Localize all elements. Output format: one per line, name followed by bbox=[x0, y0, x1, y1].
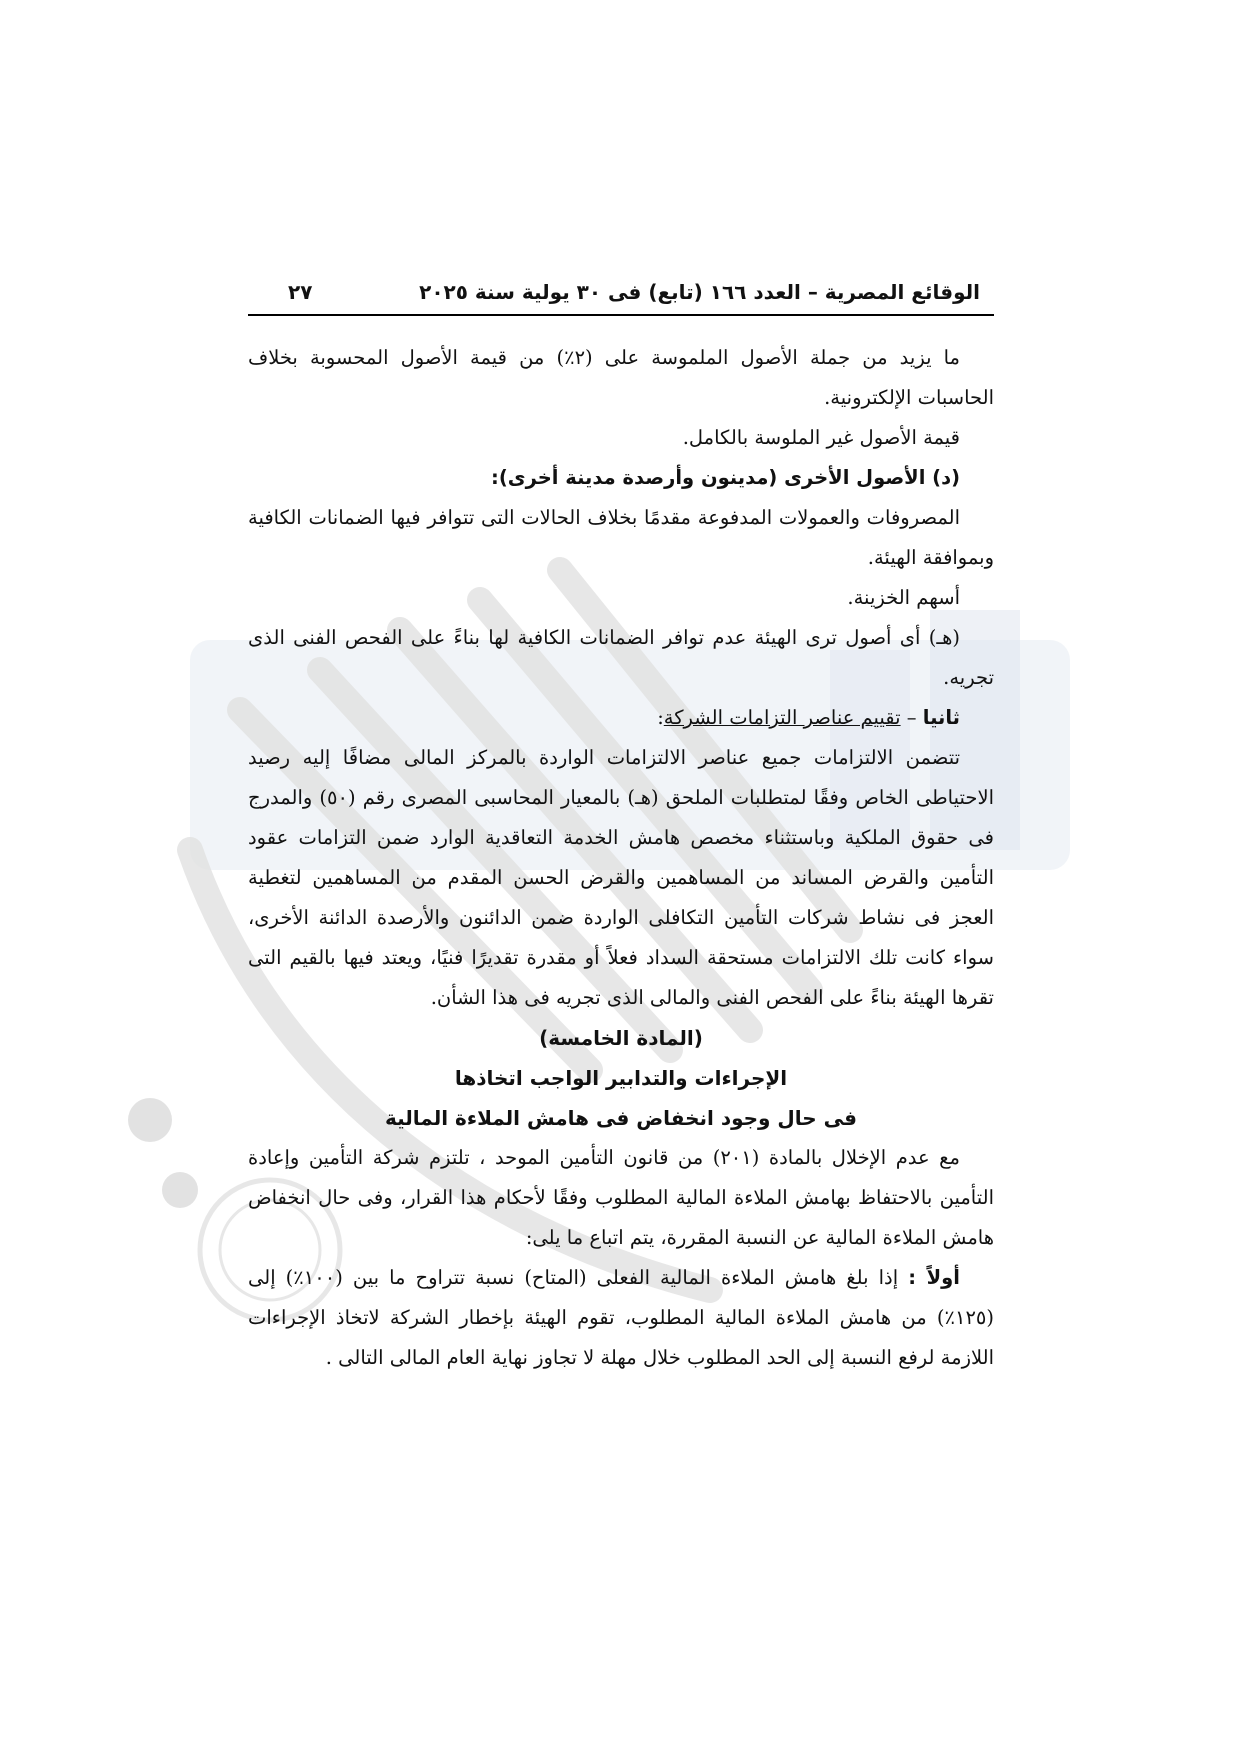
section-label: ثانيا bbox=[922, 706, 960, 729]
paragraph: (هـ) أى أصول ترى الهيئة عدم توافر الضمانات الكافية لها بناءً على الفحص الفنى الذى تجريه. bbox=[248, 626, 994, 689]
item-text: إذا بلغ هامش الملاءة المالية الفعلى (المتاح) نسبة تتراوح ما بين (١٠٠٪) إلى (١٢٥٪) من هامش الملاءة المالية المطلوب، تقوم الهيئة بإخطار الشركة لاتخاذ الإجراءات اللازمة لرفع النسبة إلى الحد المطلوب خلال مهلة لا تجاوز نهاية العام المالى التالى . bbox=[248, 1266, 994, 1369]
article-title: (المادة الخامسة) bbox=[539, 1026, 703, 1050]
paragraph: المصروفات والعمولات المدفوعة مقدمًا بخلاف الحالات التى تتوافر فيها الضمانات الكافية وبموافقة الهيئة. bbox=[248, 506, 994, 569]
section-heading bbox=[248, 698, 994, 738]
header-title: الوقائع المصرية – العدد ١٦٦ (تابع) فى ٣٠ يولية سنة ٢٠٢٥ bbox=[419, 280, 980, 304]
paragraph: تتضمن الالتزامات جميع عناصر الالتزامات الواردة بالمركز المالى مضافًا إليه رصيد الاحتياطى الخاص وفقًا لمتطلبات الملحق (هـ) بالمعيار المحاسبى المصرى رقم (٥٠) والمدرج فى حقوق الملكية وباستثناء مخصص هامش الخدمة التعاقدية الوارد ضمن التزامات عقود التأمين والقرض المساند من المساهمين والقرض الحسن المقدم من المساهمين لتغطية العجز فى نشاط شركات التأمين التكافلى الواردة ضمن الدائنون والأرصدة الدائنة الأخرى، سواء كانت تلك الالتزامات مستحقة السداد فعلاً أو مقدرة تقديرًا فنيًا، ويعتد فيها بالقيم التى تقرها الهيئة بناءً على الفحص الفنى والمالى الذى تجريه فى هذا الشأن. bbox=[248, 746, 994, 1009]
document-body bbox=[248, 316, 994, 1378]
article-subtitle: الإجراءات والتدابير الواجب اتخاذها bbox=[454, 1066, 788, 1090]
item-label: أولاً : bbox=[908, 1266, 960, 1289]
paragraph: ما يزيد من جملة الأصول الملموسة على (٢٪) من قيمة الأصول المحسوبة بخلاف الحاسبات الإلكترونية. bbox=[248, 346, 994, 409]
paragraph: قيمة الأصول غير الملوسة بالكامل. bbox=[682, 426, 960, 449]
paragraph bbox=[248, 1258, 994, 1378]
page-number: ٢٧ bbox=[288, 280, 313, 304]
article-subtitle: فى حال وجود انخفاض فى هامش الملاءة المالية bbox=[384, 1106, 858, 1130]
section-title: تقييم عناصر التزامات الشركة bbox=[663, 706, 901, 729]
page-header bbox=[248, 280, 994, 316]
colon: : bbox=[657, 706, 664, 729]
gazette-page bbox=[248, 280, 994, 1378]
paragraph: مع عدم الإخلال بالمادة (٢٠١) من قانون التأمين الموحد ، تلتزم شركة التأمين وإعادة التأمين بالاحتفاظ بهامش الملاءة المالية المطلوب وفقًا لأحكام هذا القرار، وفى حال انخفاض هامش الملاءة المالية عن النسبة المقررة، يتم اتباع ما يلى: bbox=[248, 1146, 994, 1249]
paragraph: أسهم الخزينة. bbox=[847, 586, 960, 609]
section-heading: (د) الأصول الأخرى (مدينون وأرصدة مدينة أخرى): bbox=[491, 466, 960, 489]
dash: – bbox=[900, 706, 923, 729]
